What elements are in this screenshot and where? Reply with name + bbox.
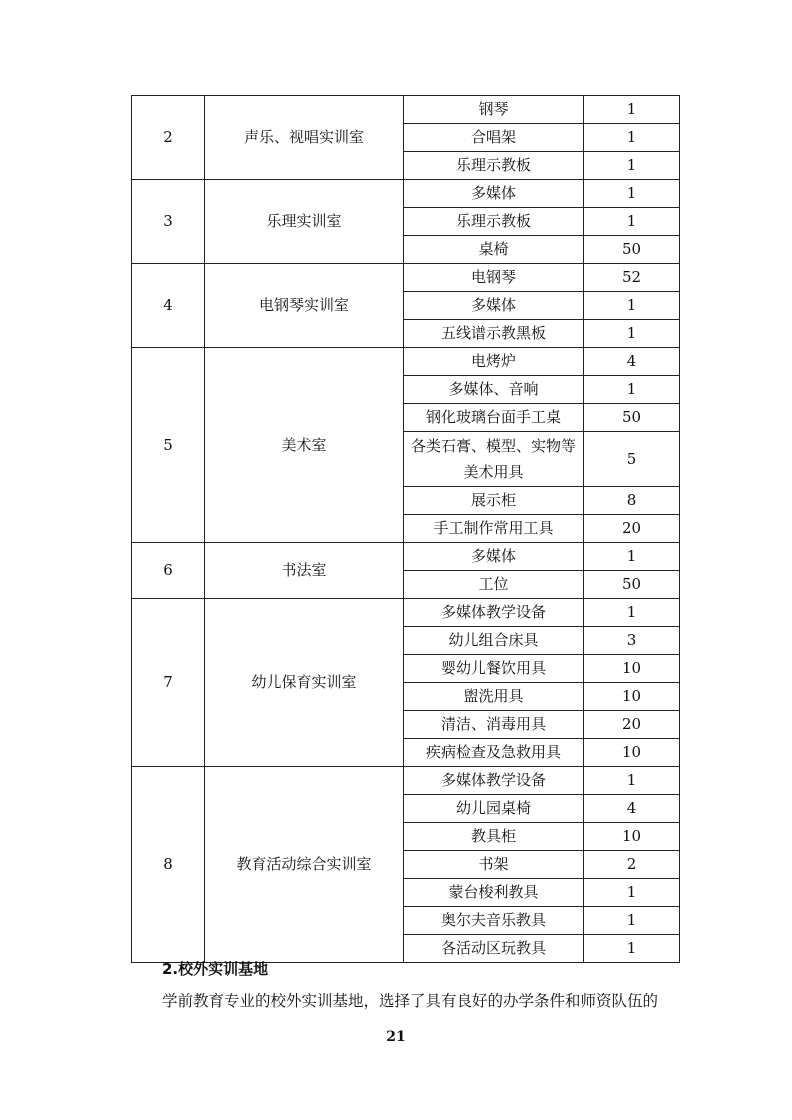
quantity-cell: 50	[584, 404, 680, 432]
room-number-cell: 6	[132, 543, 205, 599]
equipment-cell: 合唱架	[404, 124, 584, 152]
equipment-cell: 多媒体	[404, 292, 584, 320]
equipment-cell: 展示柜	[404, 487, 584, 515]
page-number: 21	[386, 1029, 406, 1045]
room-name-cell: 电钢琴实训室	[205, 264, 404, 348]
quantity-cell: 1	[584, 208, 680, 236]
equipment-cell: 钢琴	[404, 96, 584, 124]
quantity-cell: 1	[584, 96, 680, 124]
quantity-cell: 1	[584, 543, 680, 571]
equipment-cell: 多媒体教学设备	[404, 599, 584, 627]
equipment-cell: 书架	[404, 851, 584, 879]
quantity-cell: 1	[584, 320, 680, 348]
table-row	[132, 599, 680, 627]
room-name-cell: 声乐、视唱实训室	[205, 96, 404, 180]
equipment-cell: 多媒体教学设备	[404, 767, 584, 795]
equipment-table-body	[132, 96, 680, 963]
quantity-cell: 1	[584, 935, 680, 963]
table-row	[132, 96, 680, 124]
quantity-cell: 1	[584, 599, 680, 627]
room-number-cell: 4	[132, 264, 205, 348]
quantity-cell: 2	[584, 851, 680, 879]
quantity-cell: 50	[584, 236, 680, 264]
equipment-cell: 多媒体	[404, 543, 584, 571]
equipment-cell: 多媒体、音响	[404, 376, 584, 404]
quantity-cell: 4	[584, 795, 680, 823]
quantity-cell: 52	[584, 264, 680, 292]
equipment-cell: 盥洗用具	[404, 683, 584, 711]
table-row	[132, 767, 680, 795]
quantity-cell: 1	[584, 152, 680, 180]
quantity-cell: 20	[584, 515, 680, 543]
quantity-cell: 1	[584, 180, 680, 208]
table-row	[132, 180, 680, 208]
equipment-cell: 乐理示教板	[404, 208, 584, 236]
equipment-cell: 桌椅	[404, 236, 584, 264]
equipment-cell: 幼儿组合床具	[404, 627, 584, 655]
equipment-cell: 乐理示教板	[404, 152, 584, 180]
equipment-cell: 婴幼儿餐饮用具	[404, 655, 584, 683]
table-row	[132, 264, 680, 292]
equipment-cell: 奥尔夫音乐教具	[404, 907, 584, 935]
quantity-cell: 20	[584, 711, 680, 739]
quantity-cell: 1	[584, 767, 680, 795]
room-name-cell: 幼儿保育实训室	[205, 599, 404, 767]
equipment-cell: 各类石膏、模型、实物等美术用具	[404, 432, 584, 487]
quantity-cell: 4	[584, 348, 680, 376]
quantity-cell: 10	[584, 655, 680, 683]
room-number-cell: 5	[132, 348, 205, 543]
quantity-cell: 8	[584, 487, 680, 515]
equipment-cell: 疾病检查及急救用具	[404, 739, 584, 767]
quantity-cell: 1	[584, 879, 680, 907]
quantity-cell: 5	[584, 432, 680, 487]
quantity-cell: 3	[584, 627, 680, 655]
quantity-cell: 1	[584, 292, 680, 320]
room-number-cell: 8	[132, 767, 205, 963]
room-name-cell: 教育活动综合实训室	[205, 767, 404, 963]
equipment-cell: 电钢琴	[404, 264, 584, 292]
room-name-cell: 美术室	[205, 348, 404, 543]
quantity-cell: 1	[584, 376, 680, 404]
equipment-cell: 五线谱示教黑板	[404, 320, 584, 348]
equipment-cell: 清洁、消毒用具	[404, 711, 584, 739]
equipment-cell: 钢化玻璃台面手工桌	[404, 404, 584, 432]
equipment-cell: 幼儿园桌椅	[404, 795, 584, 823]
room-name-cell: 乐理实训室	[205, 180, 404, 264]
room-number-cell: 7	[132, 599, 205, 767]
equipment-cell: 蒙台梭利教具	[404, 879, 584, 907]
equipment-cell: 工位	[404, 571, 584, 599]
quantity-cell: 10	[584, 739, 680, 767]
equipment-cell: 各活动区玩教具	[404, 935, 584, 963]
table-row	[132, 348, 680, 376]
equipment-table	[131, 95, 680, 963]
quantity-cell: 10	[584, 683, 680, 711]
equipment-cell: 电烤炉	[404, 348, 584, 376]
quantity-cell: 1	[584, 907, 680, 935]
room-number-cell: 3	[132, 180, 205, 264]
equipment-cell: 多媒体	[404, 180, 584, 208]
quantity-cell: 50	[584, 571, 680, 599]
room-name-cell: 书法室	[205, 543, 404, 599]
equipment-cell: 手工制作常用工具	[404, 515, 584, 543]
room-number-cell: 2	[132, 96, 205, 180]
table-row	[132, 543, 680, 571]
equipment-cell: 教具柜	[404, 823, 584, 851]
quantity-cell: 10	[584, 823, 680, 851]
quantity-cell: 1	[584, 124, 680, 152]
paragraph-text: 学前教育专业的校外实训基地，选择了具有良好的办学条件和师资队伍的	[162, 992, 659, 1010]
section-heading: 2.校外实训基地	[162, 960, 269, 978]
